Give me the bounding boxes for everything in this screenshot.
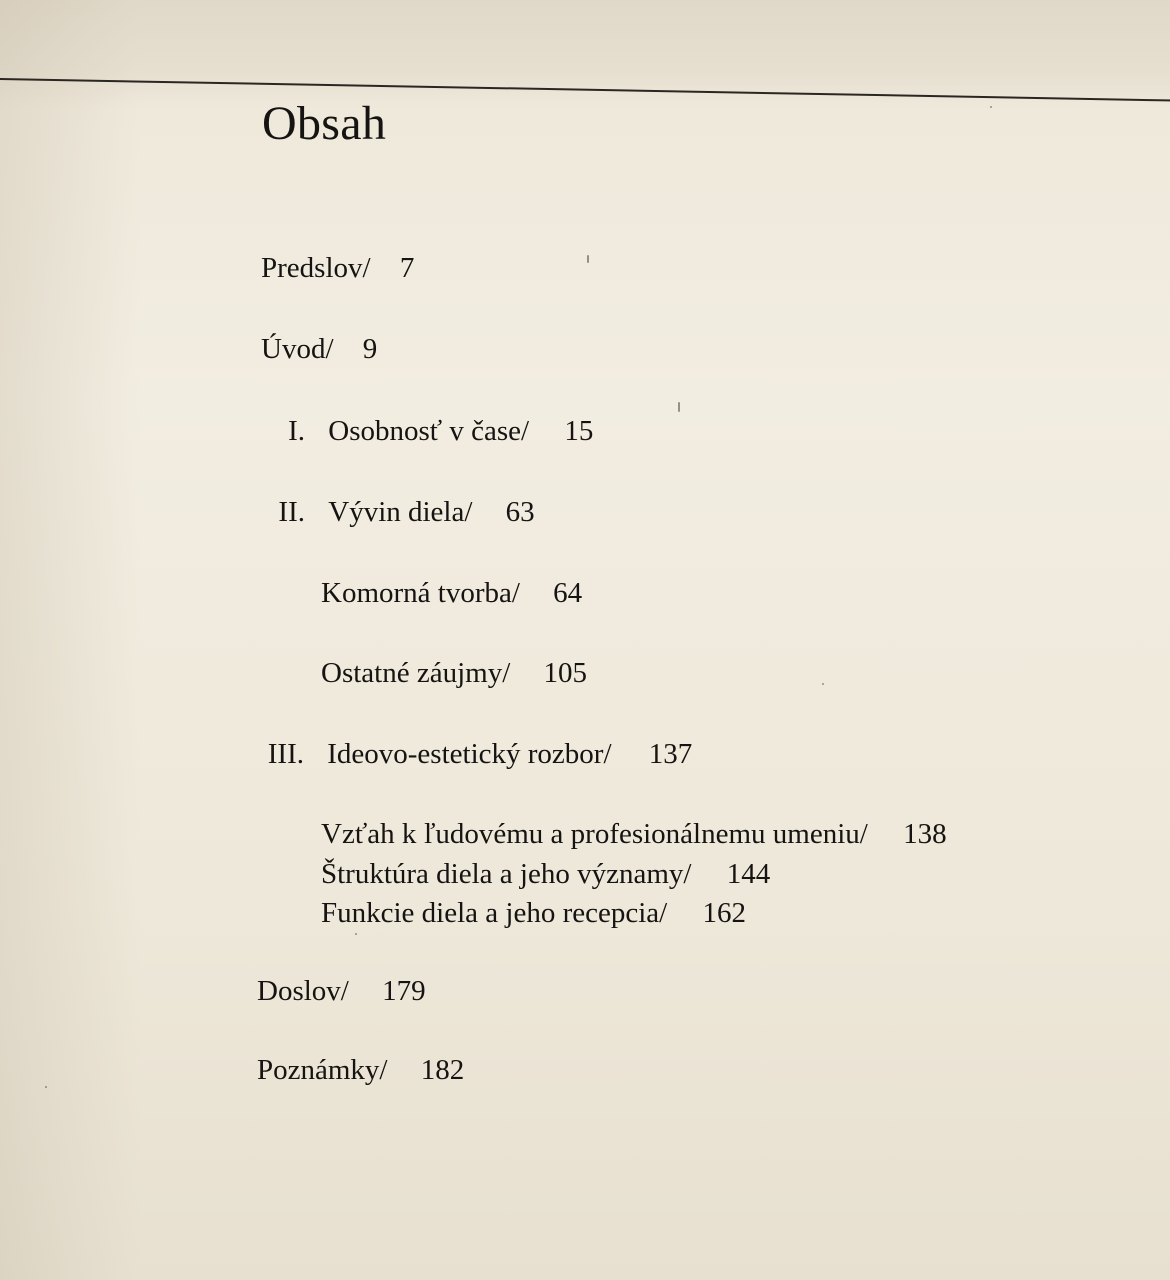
toc-entry-poznamky bbox=[257, 1052, 464, 1088]
toc-entry-label: Ideovo-estetický rozbor/ bbox=[327, 738, 612, 770]
toc-entry-label: Osobnosť v čase/ bbox=[328, 415, 530, 447]
toc-entry-page: 137 bbox=[648, 738, 693, 770]
paper-speck bbox=[355, 933, 357, 935]
toc-entry-numeral: III. bbox=[267, 738, 304, 770]
page-shadow bbox=[0, 0, 140, 1280]
toc-entry-numeral: II. bbox=[278, 496, 305, 528]
toc-entry-chapter-2 bbox=[260, 494, 535, 530]
toc-entry-label: Doslov/ bbox=[257, 975, 349, 1007]
toc-entry-page: 179 bbox=[382, 975, 426, 1007]
page-title: Obsah bbox=[262, 97, 387, 150]
toc-entry-predslov bbox=[261, 250, 414, 286]
toc-entry-label: Úvod/ bbox=[261, 333, 334, 365]
toc-entry-label: Komorná tvorba/ bbox=[321, 577, 520, 609]
toc-entry-page: 182 bbox=[420, 1054, 465, 1086]
toc-entry-label: Vzťah k ľudovému a profesionálnemu umeniu/ bbox=[321, 818, 868, 850]
paper-speck bbox=[822, 683, 824, 685]
paper-speck bbox=[587, 255, 589, 263]
toc-entry-page: 162 bbox=[702, 897, 746, 929]
toc-entry-ostatne-zaujmy bbox=[321, 655, 587, 691]
toc-entry-uvod bbox=[261, 331, 377, 367]
paper-speck bbox=[990, 106, 992, 108]
paper-speck bbox=[678, 402, 680, 412]
toc-entry-label: Vývin diela/ bbox=[328, 496, 473, 528]
toc-entry-doslov bbox=[257, 973, 426, 1009]
toc-entry-chapter-3 bbox=[259, 736, 692, 772]
toc-entry-numeral: I. bbox=[288, 415, 305, 447]
toc-entry-page: 9 bbox=[362, 333, 378, 365]
toc-entry-komorna-tvorba bbox=[321, 575, 582, 611]
toc-entry-label: Predslov/ bbox=[261, 252, 371, 284]
toc-entry-label: Ostatné záujmy/ bbox=[321, 657, 511, 689]
toc-entry-label: Funkcie diela a jeho recepcia/ bbox=[321, 897, 668, 929]
toc-entry-page: 138 bbox=[903, 818, 947, 850]
paper-speck bbox=[45, 1086, 47, 1088]
toc-entry-vztah bbox=[321, 816, 947, 852]
toc-entry-page: 105 bbox=[543, 657, 588, 689]
toc-entry-label: Štruktúra diela a jeho významy/ bbox=[321, 858, 692, 890]
toc-entry-page: 7 bbox=[399, 252, 415, 284]
toc-entry-page: 64 bbox=[553, 577, 583, 609]
header-rule bbox=[0, 78, 1170, 102]
toc-entry-struktura bbox=[321, 856, 770, 892]
toc-entry-page: 15 bbox=[564, 415, 594, 447]
toc-entry-funkcie bbox=[321, 895, 746, 931]
toc-entry-page: 63 bbox=[505, 496, 535, 528]
toc-entry-chapter-1 bbox=[260, 413, 593, 449]
toc-entry-page: 144 bbox=[726, 858, 771, 890]
toc-entry-label: Poznámky/ bbox=[257, 1054, 388, 1086]
